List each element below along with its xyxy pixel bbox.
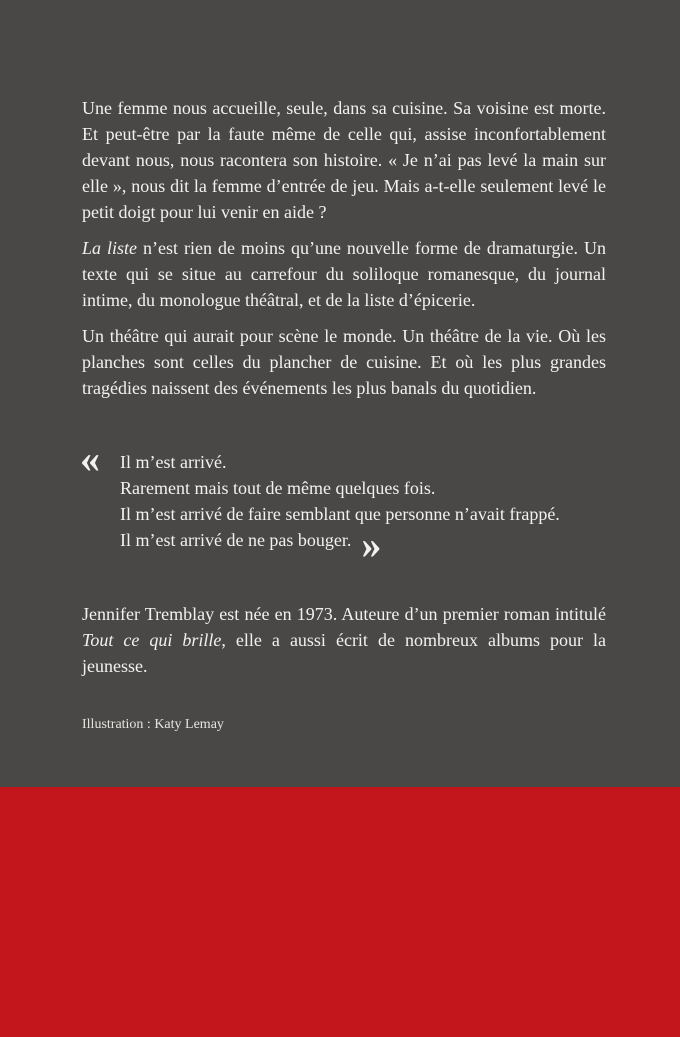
quote-line-2: Rarement mais tout de même quelques fois. [120, 478, 436, 498]
book-title: La liste [82, 238, 138, 258]
synopsis-paragraph-1: Une femme nous accueille, seule, dans sa cuisine. Sa voisine est morte. Et peut-être par la faute même de celle qui, assise inconfortablement devant nous, nous racontera son histoire. « Je n’ai pas levé la main sur elle », nous dit la femme d’entrée de jeu. Mais a-t-elle seulement levé le petit doigt pour lui venir en aide ? [82, 98, 606, 222]
quote-line-3: Il m’est arrivé de faire semblant que personne n’avait frappé. [120, 504, 560, 524]
open-quote-mark: « [80, 436, 100, 481]
synopsis-paragraph-3: Un théâtre qui aurait pour scène le monde. Un théâtre de la vie. Où les planches sont celles du plancher de cuisine. Et où les plus grandes tragédies naissent des événements les plus banals du quotidien. [82, 326, 606, 398]
excerpt-quote [80, 436, 606, 567]
red-band [0, 787, 680, 1037]
quote-line-4-text: Il m’est arrivé de ne pas bouger. [120, 530, 352, 550]
quote-line-1: Il m’est arrivé. [120, 452, 227, 472]
first-novel-title: Tout ce qui brille [82, 630, 222, 650]
synopsis-paragraph-2 [82, 235, 606, 313]
close-quote-mark: » [361, 522, 382, 567]
author-bio-text: Jennifer Tremblay est née en 1973. Auteure d’un premier roman intitulé [82, 604, 606, 624]
author-bio [82, 601, 606, 679]
author-bio-end: , elle a aussi écrit de nombreux albums pour la jeunesse. [82, 630, 606, 676]
quote-line-4 [120, 522, 606, 567]
illustration-credit: Illustration : Katy Lemay [82, 717, 224, 732]
synopsis-paragraph-2-text: n’est rien de moins qu’une nouvelle forme de dramaturgie. Un texte qui se situe au carrefour du soliloque romanesque, du journal intime, du monologue théâtral, et de la liste d’épicerie. [82, 238, 606, 310]
back-cover-text [82, 95, 606, 735]
